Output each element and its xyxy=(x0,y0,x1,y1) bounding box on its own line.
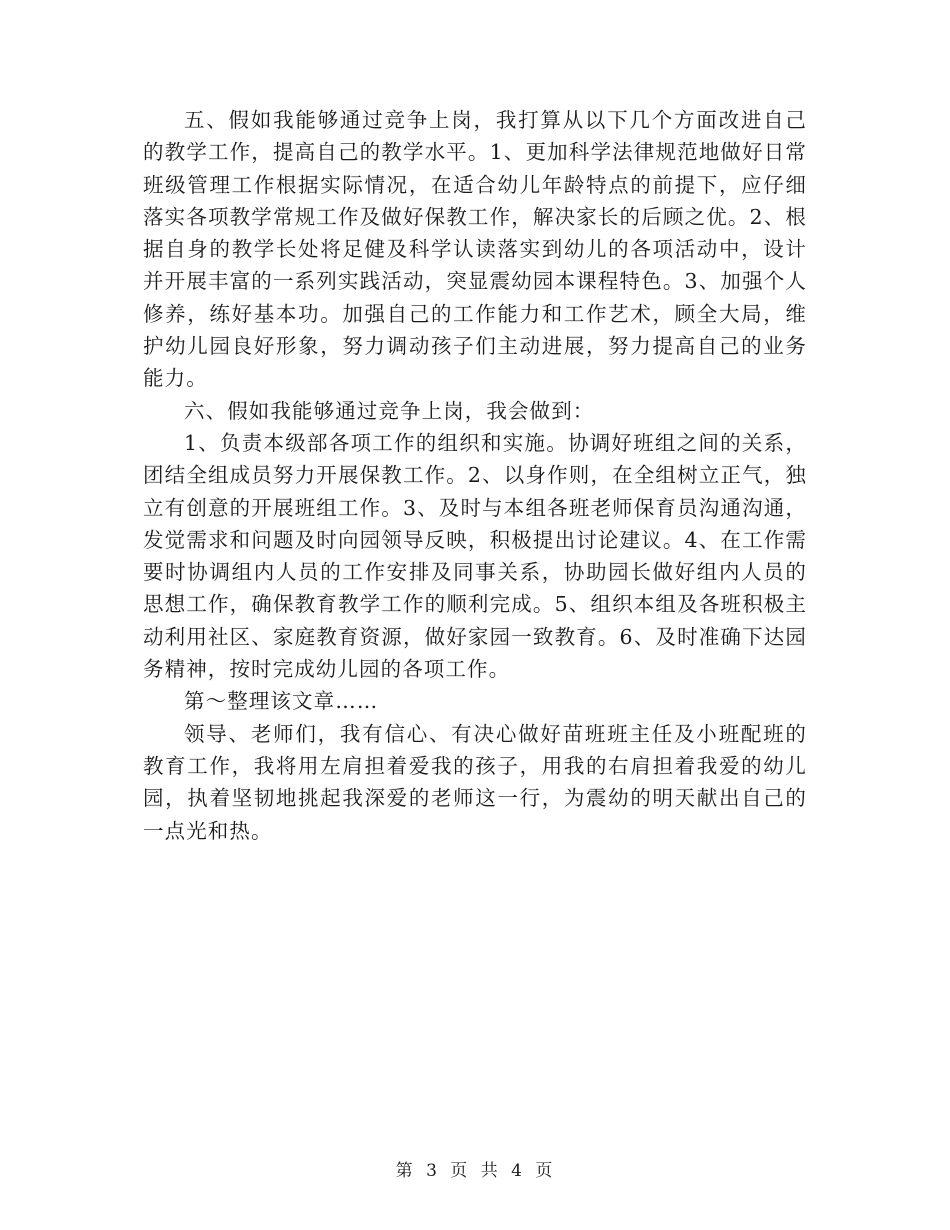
paragraph-duties-list: 1、负责本级部各项工作的组织和实施。协调好班组之间的关系，团结全组成员努力开展保教工作。2、以身作则，在全组树立正气，独立有创意的开展班组工作。3、及时与本组各班老师保育员沟通沟通，发觉需求和问题及时向园领导反映，积极提出讨论建议。4、在工作需要时协调组内人员的工作安排及同事关系，协助园长做好组内人员的思想工作，确保教育教学工作的顺利完成。5、组织本组及各班积极主动利用社区、家庭教育资源，做好家园一致教育。6、及时准确下达园务精神，按时完成幼儿园的各项工作。 xyxy=(143,430,807,682)
paragraph-edit-note: 第～整理该文章…… xyxy=(184,689,379,714)
document-body xyxy=(143,104,807,847)
paragraph-closing: 领导、老师们，我有信心、有决心做好苗班班主任及小班配班的教育工作，我将用左肩担着爱我的孩子，用我的右肩担着我爱的幼儿园，执着坚韧地挑起我深爱的老师这一行，为震幼的明天献出自己的一点光和热。 xyxy=(143,721,807,843)
paragraph-section-six-heading: 六、假如我能够通过竞争上岗，我会做到： xyxy=(184,398,595,423)
page-number-label: 第 3 页 共 4 页 xyxy=(395,1161,555,1181)
page-footer xyxy=(0,1156,950,1181)
paragraph-section-five: 五、假如我能够通过竞争上岗，我打算从以下几个方面改进自己的教学工作，提高自己的教学水平。1、更加科学法律规范地做好日常班级管理工作根据实际情况，在适合幼儿年龄特点的前提下，应仔细落实各项教学常规工作及做好保教工作，解决家长的后顾之优。2、根据自身的教学长处将足健及科学认读落实到幼儿的各项活动中，设计并开展丰富的一系列实践活动，突显震幼园本课程特色。3、加强个人修养，练好基本功。加强自己的工作能力和工作艺术，顾全大局，维护幼儿园良好形象，努力调动孩子们主动进展，努力提高自己的业务能力。 xyxy=(143,108,807,391)
